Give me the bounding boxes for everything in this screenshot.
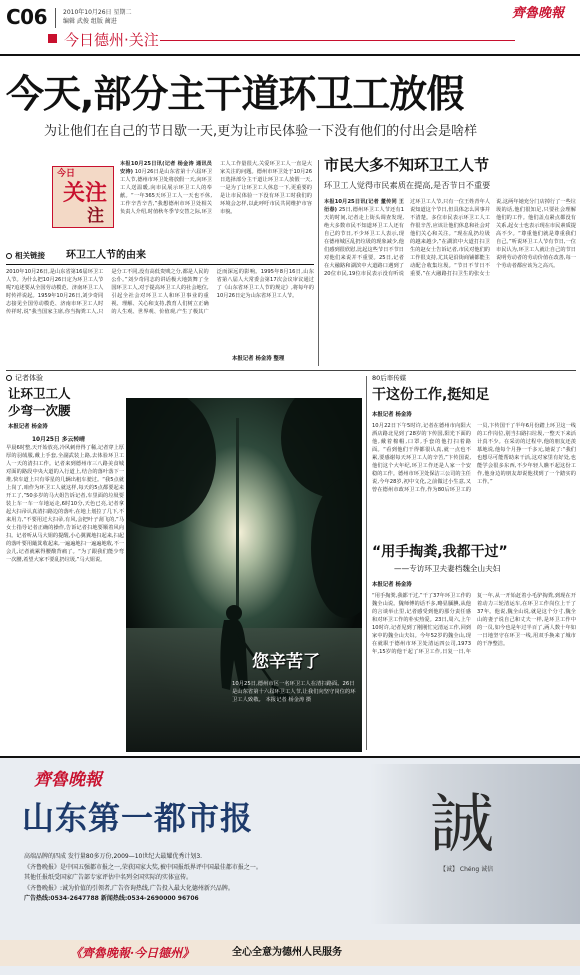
ad-line-2: 《齐鲁晚报》是中国五强都市报之一,荣获国家大奖,被中国报纸界评中国最佳都市报之一。 [24,863,262,871]
manual-byline: 本报记者 杨金涛 [372,582,412,588]
origin-box [6,250,314,366]
vertical-rule-1 [318,160,319,366]
lead-text: 10月26日是山东省第十六届环卫工人节,德州市环卫处将放假一天,向环卫工人送温暖,向市民展示环卫工人的奉献。“一年365天环卫工人一天也不休,工作辛苦辛苦,”我想德州市环卫处相关负责人介绍,时值秋冬季节交替之际,环卫工人工作量很大,关爱环卫工人一直是大家关注的问题。德州市环卫处于10月26日选择部分主干道让环卫工人放假一天,一是为了让环卫工人休息一下,更重要的是让市民体验一下没有环卫工时我们的环境会怎样,以此呼吁市民共同维护市容市貌。 [120,161,312,215]
experience-dateline: 10月25日 多云转晴 [32,437,85,443]
paper-logo: 齊魯晚報 [512,6,565,21]
editor-line: 编辑 武俊 组版 蔺进 [63,18,117,25]
post80-title: 干这份工作,挺知足 [372,387,490,403]
focus-logo-top: 今日 [57,169,76,179]
origin-byline: 本报记者 杨金涛 整理 [232,356,285,362]
experience-kicker-icon [6,375,12,381]
ad-paper-logo: 齊魯晚報 [34,770,102,790]
vertical-rule-2 [366,376,367,750]
citizen-text [324,198,576,364]
experience-text: 早晨6时整,天开始放亮,冷风刺骨得了稀,记者穿上厚厚的羽绒服,戴上手套,全副武装上路,去体验环卫工人一天的清扫工作。记者来到德州市三八路美食城对面的路段中央大道的入行道上,结合的落叶落下一堆,快车道上只有零星的几辆出租车驶过。“我5点就上岗了,咱作为环卫工人就这样,每天的5点都要起来开工了,”50多岁的马大姐告诉记者,车里面的垃圾要装上车一车一车地运走,6时10分,天色已亮,记者拿起大扫帚认真清扫路边的落叶,在地上划拉了几下,不来用力,“不要用过大扫帚,有风,会把叶子刮飞的,”马女士指导记者正确的操作,告诉记者扫地要顺着风向扫。记者听从马大姐的提醒,小心翼翼地扫起来,扫起的落叶要用簸箕收起来,一遍遍地扫一遍遍地收,不一会儿,记者就累得腰酸背痛了。“为了跟我们能少弯一次腰,希望大家不要乱扔垃圾,”马大姐说。 [6,445,124,563]
lead-byline: 本报10月25日讯(记者 杨金涛 通讯员 安涛) [120,161,212,175]
origin-heading-icon [6,253,12,259]
ad-top-rule [0,756,580,758]
ad-banner [0,756,580,975]
citizen-body: 25日,德州环卫工人节还有1天的时间,记者走上街头调查发现,绝大多数市民不知道环卫工人还有自己的节日,不少环卫工人表示,现在德州城区乱扔垃圾的现象减少,他们感到很欣慰,比起这些节日不节日对他们来说并不重要。25日,记者在大融路和湖滨中大道路口遇到了20位市民,19位市民表示没有听说过环卫工人节,只有一位王姓青年人说知道这个节日,但具体怎么回事并不清楚。多位市民表示环卫工人工作很辛苦,应该让他们休息和社会对他们关心和关注。“现在乱扔垃圾的越来越少,”在湖滨中大道打扫卫生的赵女士告诉记者,市民对他们的工作很支持,尤其是沿街商铺都能主动配合收集垃圾。“节日不节日不重要,”在大融路打扫卫生的张女士说,这两年她充分门店掉行了一些垃圾的话,他们很知足,只要社会理解他们的工作。他们盖点紧点都没有关系,起女士也表示现在市民素质提高不少。“尊重他们就是尊重我们自己。”听说环卫工人节有节日,一位市民认为,环卫工人就让自己的节日说明劳动者的劳动价值在改善,每一个劳动者都应该为之高兴。 [324,199,576,277]
main-headline: 今天,部分主干道环卫工放假 [6,72,464,116]
experience-story [6,372,126,752]
ad-line-3: 其他任报纸受国家广告部专家评估中名列全国实际的实体宣传。 [24,874,193,881]
experience-subtitle: 少弯一次腰 [8,403,71,418]
focus-logo [52,166,114,228]
page-code: C06 [6,5,48,29]
photo-credit: 本报记者 杨金涛 摄 [265,697,312,703]
photo-label: 您辛苦了 [252,652,320,672]
origin-heading: 相关链接 [15,251,45,260]
red-marker [48,34,57,43]
ad-copy [24,852,324,905]
ad-title: 山东第一都市报 [22,799,254,837]
masthead [0,0,580,56]
manual-subtitle: ——专访环卫夫妻档魏全山夫妇 [394,564,501,573]
post80-text: 10月22日下午5时许,记者在德州市向阳大酒店路北见到了28岁的卞传国,阳光下面的他,戴着棉帽,口罩,手套的他打扫着路面。“看到他们干得都很认真,就一点也不累,要感谢每天环卫工人的辛苦,”卞传国说,他们这个大年纪,环卫工作还是人家一个安稳的工作。德州市环卫处保洁三公司的主任说,今年28岁,初中文化,之前做过小生意,又曾在德州市政环卫工作,作为80后环卫工的一员,卞传国干了半年6月份踏上环卫这一线的工作岗位,别当扫路扫垃圾,一整天下来活计真不少。在采访的过程中,他的朋友还羡慕地说,他每个月挣一千多元,她说了:“我们也想尽可能帮助来干活,这对家里有好处,也能学会很多东西,不少年轻人瞧不起这份工作,他身边的朋友却说他找到了一个踏实的工作。” [372,423,576,493]
ad-slogan-left: 《齊魯晚報·今日德州》 [70,946,195,960]
masthead-bottom-rule [0,54,580,56]
ad-line-1: 高端品牌的四成 发行量80多万份,2009—10世纪大最耀优秀计划3. [24,853,203,860]
photo-caption-text: 10月25日,德州市区一名环卫工人在清扫路面。26日是山东省第十六届环卫工人节,让我们向坚守岗位的环卫工人致敬。 [232,681,356,703]
ad-seal-char: 誠 [430,788,494,862]
ad-phone: 广告热线:0534-2647788 新闻热线:0534-2690000 96706 [24,895,199,902]
night-photo [126,398,362,752]
lead-article [120,160,312,250]
date-line: 2010年10月26日 星期二 [63,9,132,16]
post80-kicker: 80后率传媒 [372,374,407,382]
citizen-byline: 本报10月25日讯(记者 董传同 王衍春) [324,199,404,213]
citizen-story [324,156,576,368]
ad-seal-caption: 【诚】 Chéng 诚信 [440,866,494,873]
experience-byline: 本报记者 杨金涛 [8,424,48,430]
manual-story [372,544,576,752]
ad-slogan-right: 全心全意为德州人民服务 [232,947,342,958]
post80-byline: 本报记者 杨金涛 [372,412,412,418]
section-rule [160,40,515,41]
origin-title: 环卫工人节的由来 [66,250,146,261]
focus-logo-main: 关注 [63,180,108,206]
post80-story [372,372,576,542]
citizen-subtitle: 环卫工人觉得市民素质在提高,是否节日不重要 [324,180,491,190]
focus-logo-bottom: 注 [87,206,104,226]
section-divider-1 [6,370,576,371]
manual-title: “用手掏粪,我都干过” [372,544,508,560]
headline-subtitle: 为让他们在自己的节日歇一天,更为让市民体验一下没有他们的付出会是啥样 [44,124,478,139]
header-rule-left [55,8,56,28]
manual-text: “用手掏粪,我都干过,”干了37年环卫工作的魏全山说。魏师傅的话不多,略显腼腆,从他的言谈举止里,记者感受到他的那分责任感和对环卫工作的朴实热爱。23日,周六,上午10时许,记者见到了刚刚忙完清运工作,回到家中的魏全山夫妇。今年52岁的魏全山,现在就职于德州市环卫处清运四公司,1973年,15岁的他干起了环卫工作,日复一日,年复一年,从一开始赶着小毛驴掏粪,到现在开着动力三轮清运车,在环卫工作岗位上干了37年。他说,魏全山说,就是这个分寸,魏全山的妻子说自己和丈夫一样,是环卫工作中的一员,如今也是年过半百了,两人数十年如一日地坚守在环卫一线,用双手换来了城市的干净整洁。 [372,593,576,655]
photo-caption [232,680,358,704]
origin-rule [6,264,314,265]
citizen-title: 市民大多不知环卫工人节 [324,156,490,174]
experience-kicker: 记者体验 [15,374,43,382]
experience-title: 让环卫工人 [8,386,71,401]
section-title: 今日德州·关注 [64,31,159,49]
origin-text: 2010年10月26日,是山东省第16届环卫工人节。为什么把10月26日定为环卫工人节呢?追述要从全国劳动模范、济南环卫工人时传祥说起。1959年10月26日,刘少奇同志接见全国劳动模范、济南市环卫工人时传祥时,说“我当国家主席,你当掏粪工人,只是分工不同,没有高低贵贱之分,都是人民的公仆。”刘少奇同志的讲话极大地鼓舞了全国环卫工人,对于提高环卫工人的社会地位,引起全社会对环卫工人和环卫事业的重视、理解、关心和支持,教育人们树立正确的人生观、世界观、价值观,产生了极其广泛而深远的影响。1995年8月16日,山东省第八届人大常委会第17次会议审议通过了《山东省环卫工人节的规定》,将每年的10月26日定为山东省环卫工人节。 [6,269,314,315]
ad-line-4: 《齐鲁晚报》:诚为价值的引领者,广告咨询热线,广告投入最大化德州新兴品牌。 [24,884,234,892]
